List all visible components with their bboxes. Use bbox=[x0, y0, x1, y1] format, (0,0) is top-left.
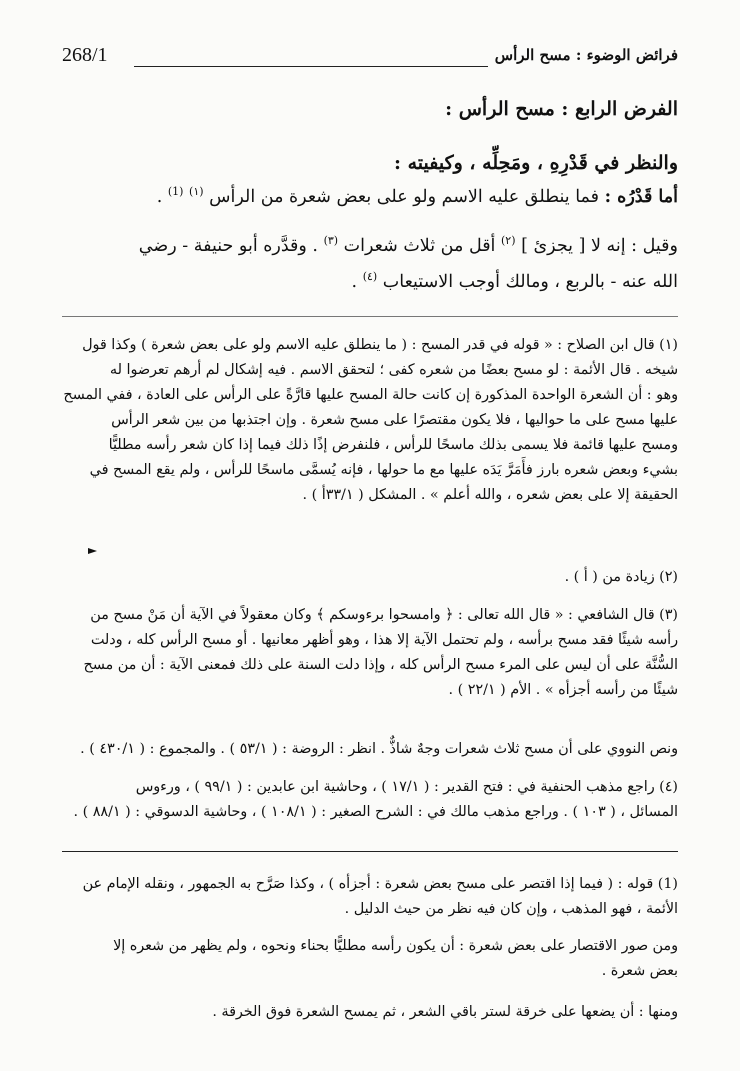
commentary-separator bbox=[62, 851, 678, 852]
footnote-1 bbox=[62, 333, 678, 508]
ref-3: (٣) bbox=[323, 234, 339, 247]
footnote-line: شيخه . قال الأئمة : لو مسح بعضًا من شعره كفى ؛ لتحقق الاسم . فيه إشكال لم أرهم تعرضوا له bbox=[109, 362, 678, 378]
footnote-line: رأسه شيئًا فقد مسح برأسه ، ولم تحتمل الآية إلا هذا ، وهو أظهر معانيها . أو مسح الرأس كله ، ودلت bbox=[90, 632, 678, 648]
main-line-1 bbox=[62, 185, 678, 207]
main-line-3 bbox=[62, 270, 678, 292]
footnote-line: وهو : أن الشعرة الواحدة المذكورة إن كانت حالة المسح عليها قارَّةً على الرأس على العادة ، ففي المسح bbox=[63, 387, 678, 403]
footnote-line: عليها مسح على ما حواليها ، فلا يكون مقتصرًا على مسح شعرة . وإن اجتذبها من بين شعر الرأس bbox=[111, 412, 678, 428]
main-line-1-end: . bbox=[156, 186, 163, 207]
main-line-3-a: الله عنه - بالربع ، ومالك أوجب الاستيعاب bbox=[382, 271, 678, 292]
footnote-separator bbox=[62, 316, 678, 317]
footnote-4 bbox=[62, 775, 678, 825]
page-marker bbox=[88, 548, 97, 554]
footnote-line: ومسح عليها قائمة فلا يسمى بذلك ماسحًا للرأس ، فلنفرض إذًا ذلك فيما إذا كان شعر رأسه مطليًّا bbox=[108, 437, 678, 453]
bottom-note-2 bbox=[62, 934, 678, 984]
section-heading: الفرض الرابع : مسح الرأس : bbox=[445, 98, 678, 120]
section-subheading: والنظر في قَدْرِهِ ، ومَحِلِّه ، وكيفيته : bbox=[393, 152, 678, 174]
bottom-note-line: ومن صور الاقتصار على بعض شعرة : أن يكون رأسه مطليًّا بحناء ونحوه ، ولم يظهر من شعره إلا bbox=[113, 938, 678, 954]
main-line-2-b: أقل من ثلاث شعرات bbox=[343, 235, 496, 256]
footnote-line: (٤) راجع مذهب الحنفية في : فتح القدير : ( ١٧/١ ) ، وحاشية ابن عابدين : ( ٩٩/١ ) ، ورءوس bbox=[135, 779, 678, 795]
footnote-line: ونص النووي على أن مسح ثلاث شعرات وجهٌ شاذٌّ . انظر : الروضة : ( ٥٣/١ ) . والمجموع : ( ٤٣٠/١ ) . bbox=[80, 741, 678, 757]
main-line-2-a: وقيل : إنه لا [ يجزئ ] bbox=[521, 235, 678, 256]
header-rule bbox=[134, 66, 488, 67]
main-line-2-c: . وقدَّره أبو حنيفة - رضي bbox=[138, 235, 318, 256]
footnote-line: بشيء وبعض شعره بارز فأَمَرَّ يَدَه عليها مع ما حولها ، فإنه يُسمَّى ماسحًا للرأس ، ولم يقع المسح في bbox=[89, 462, 678, 478]
bottom-note-line: (1) قوله : ( فيما إذا اقتصر على مسح بعض شعرة : أجزأه ) ، وكذا صَرَّح به الجمهور ، ونقله الإمام عن bbox=[82, 876, 678, 892]
footnote-line: السُّنَّة على أن ليس على المرء مسح الرأس كله ، وإذا دلت السنة على ذلك فمعنى الآية : أن من مسح bbox=[83, 657, 678, 673]
bottom-note-line: بعض شعرة . bbox=[601, 963, 678, 979]
footnote-line: المسائل ، ( ١٠٣ ) . وراجع مذهب مالك في : الشرح الصغير : ( ١٠٨/١ ) ، وحاشية الدسوقي : ( ٨٨/١ ) . bbox=[73, 804, 678, 820]
main-line-1-text: فما ينطلق عليه الاسم ولو على بعض شعرة من الرأس bbox=[209, 186, 600, 207]
running-title: فرائض الوضوء : مسح الرأس bbox=[494, 46, 678, 64]
main-line-3-end: . bbox=[351, 271, 358, 292]
footnote-3-nawawi bbox=[62, 737, 678, 762]
ref-2: (٢) bbox=[501, 234, 516, 247]
footnote-line: (٣) قال الشافعي : « قال الله تعالى : ﴿ وامسحوا برءوسكم ﴾ وكان معقولاً في الآية أن مَنْ مسح من bbox=[90, 607, 678, 623]
ref-4: (٤) bbox=[362, 270, 378, 283]
ref-1-alt: (1) bbox=[167, 185, 184, 198]
page-number: 268/1 bbox=[62, 44, 108, 66]
footnote-2 bbox=[62, 565, 678, 590]
footnote-line: الحقيقة إلا على بعض شعره ، والله أعلم » . المشكل ( ٣٣/١أ ) . bbox=[302, 487, 678, 503]
ref-1: (١) bbox=[189, 185, 204, 198]
page-header bbox=[62, 40, 678, 70]
bottom-note-line: الأئمة ، فهو المذهب ، وإن كان فيه نظر من حيث الدليل . bbox=[344, 901, 678, 917]
footnote-3 bbox=[62, 603, 678, 703]
main-line-2 bbox=[62, 234, 678, 256]
bottom-note-line: ومنها : أن يضعها على خرقة لستر باقي الشعر ، ثم يمسح الشعرة فوق الخرقة . bbox=[212, 1004, 678, 1020]
main-line-1-bold: أما قَدْرُه : bbox=[604, 186, 678, 207]
footnote-line: (١) قال ابن الصلاح : « قوله في قدر المسح : ( ما ينطلق عليه الاسم ولو على بعض شعرة ) وكذا قول bbox=[82, 337, 678, 353]
bottom-note-1 bbox=[62, 872, 678, 922]
footnote-line: (٢) زيادة من ( أ ) . bbox=[564, 569, 678, 585]
footnote-line: شيئًا من رأسه أجزأه » . الأم ( ٢٢/١ ) . bbox=[448, 682, 678, 698]
bottom-note-3 bbox=[62, 1000, 678, 1025]
